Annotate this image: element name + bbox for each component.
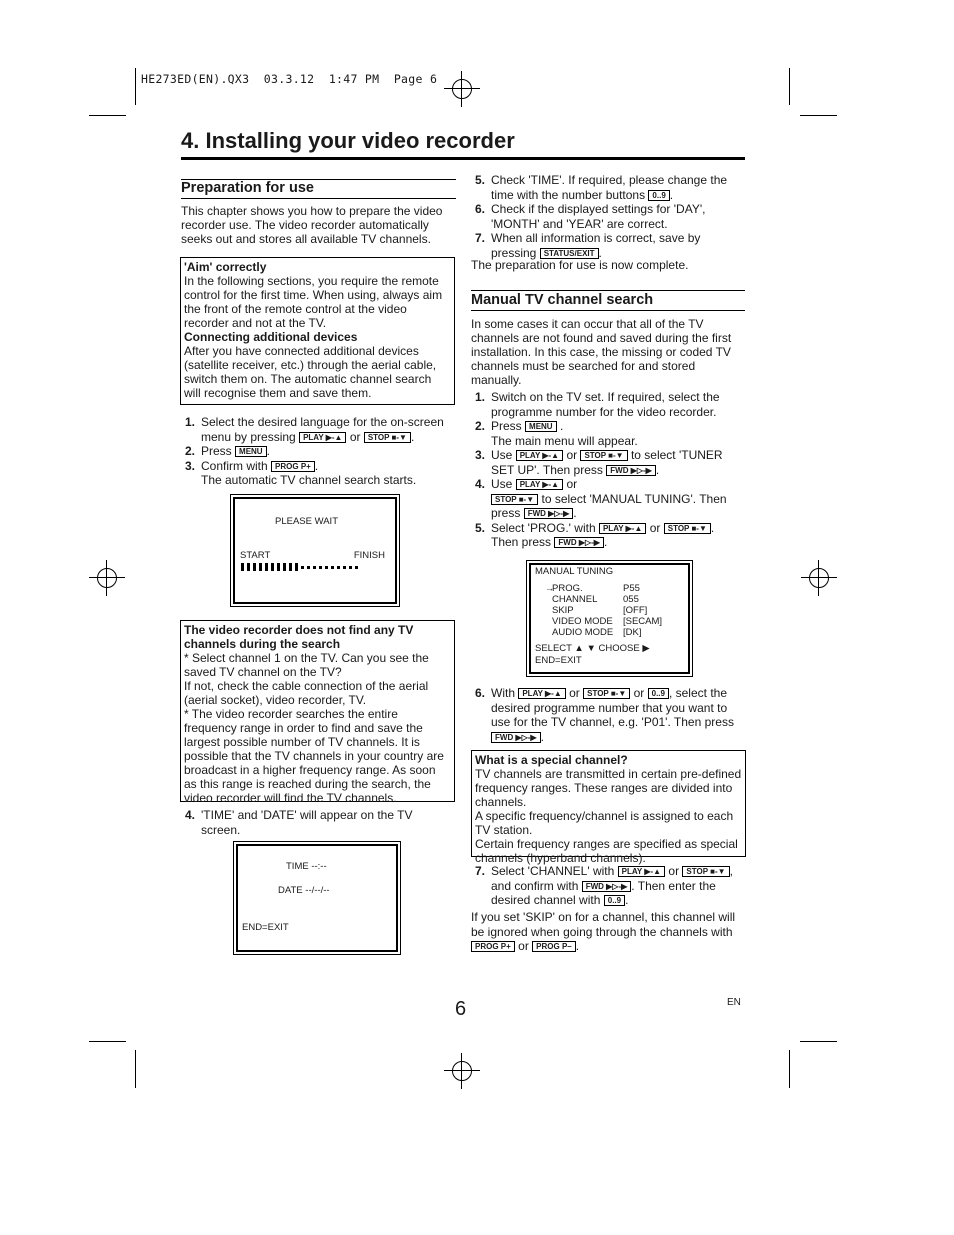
no-channels-text-2: If not, check the cable connection of the aerial (aerial socket), video recorder, TV. [184,679,429,707]
screen-end-exit: END=EXIT [535,655,582,666]
step-subtext: The automatic TV channel search starts. [201,473,417,487]
manual-step-1 [475,390,745,419]
menu-key: MENU [235,446,267,457]
step-1 [185,415,455,444]
progress-segment-filled [295,563,298,571]
time-label: TIME [286,861,309,872]
step-text: Switch on the TV set. If required, select the programme number for the video recorder. [491,390,720,419]
special-channel-heading: What is a special channel? [475,753,628,767]
or-text: or [569,686,580,700]
step-number: 6. [475,686,486,700]
special-channel-box [471,750,746,865]
steps-list [475,390,745,550]
punct: . [573,506,577,520]
stop-key: STOP ■-▼ [682,866,729,877]
step-number: 2. [185,444,196,458]
step-number: 7. [475,864,486,878]
or-text: or [649,520,661,535]
step-text: Check 'TIME'. If required, please change the time with the number buttons [491,173,728,202]
progress-segment-filled [289,563,292,571]
stop-key: STOP ■-▼ [580,450,627,461]
step-text: Then press [491,535,552,549]
menu-key: MENU [525,421,557,432]
manual-step-6 [475,686,745,744]
play-key: PLAY ▶-▲ [516,450,563,461]
registration-mark-icon [444,1053,480,1089]
crop-mark [800,115,837,116]
step-number: 4. [475,477,486,491]
step-number: 6. [475,202,486,216]
crop-mark [789,1050,790,1088]
or-text: or [633,686,645,700]
tuning-row-value: 055 [623,594,639,605]
step-6 [475,202,745,231]
registration-mark-icon [89,560,125,596]
screen-end-exit: END=EXIT [242,922,289,933]
tuning-row-value: [OFF] [623,605,648,616]
crop-mark [135,68,136,105]
tv-screen-please-wait [230,494,400,607]
progress-segment-empty [343,566,346,569]
section-rule [471,290,745,291]
skip-note-text: If you set 'SKIP' on for a channel, this channel will be ignored when going through the channels with [471,910,736,939]
language-code: EN [727,997,741,1008]
play-key: PLAY ▶-▲ [518,688,565,699]
screen-manual-tuning-title: MANUAL TUNING [535,566,614,577]
screen-select-choose: SELECT ▲ ▼ CHOOSE ▶ [535,643,650,654]
digits-key: 0..9 [604,895,625,906]
or-text: or [566,448,578,462]
or-text: or [518,939,529,953]
step-number: 4. [185,808,196,822]
punct: . [669,187,674,202]
step-2 [185,444,455,459]
step-number: 5. [475,173,486,187]
punct: . [559,419,564,433]
progress-segment-filled [283,563,286,571]
steps-list [185,415,455,488]
progress-segment-filled [253,563,256,571]
manual-step-2 [475,419,745,448]
section-heading-manual-search: Manual TV channel search [471,292,654,308]
or-text: or [668,864,680,878]
punct: . [540,729,544,744]
search-progress-bar [241,563,358,571]
fwd-key: FWD ▶▷-▶ [491,732,541,743]
or-text: or [349,429,361,444]
step-subtext: The main menu will appear. [491,433,638,448]
registration-mark-icon [444,71,480,107]
aim-heading: 'Aim' correctly [184,260,267,274]
progress-segment-empty [331,566,334,569]
step-number: 1. [185,415,196,429]
preparation-intro: This chapter shows you how to prepare the video recorder use. The video recorder automatically seeks out and stores all available TV channels. [181,204,443,246]
manual-step-7 [475,864,745,908]
tuning-row-value: [DK] [623,627,642,638]
no-channels-heading: The video recorder does not find any TV channels during the search [184,623,414,651]
tuning-row-value: [SECAM] [623,616,663,627]
page-number: 6 [455,998,467,1020]
step-text: to select 'MANUAL TUNING'. Then press [491,491,727,520]
connecting-text: After you have connected additional devices (satellite receiver, etc.) through the aerial cable, switch them on. The automatic channel search will recognise them and save them. [184,344,437,400]
progress-segment-empty [319,566,322,569]
step-text: Select 'PROG.' with [491,520,596,535]
stop-key: STOP ■-▼ [364,432,411,443]
step-text: , and confirm with [491,864,733,893]
progress-segment-filled [247,563,250,571]
progress-segment-filled [259,563,262,571]
progress-segment-filled [271,563,274,571]
play-key: PLAY ▶-▲ [599,523,646,534]
play-key: PLAY ▶-▲ [618,866,665,877]
progress-segment-empty [307,566,310,569]
page-title: 4. Installing your video recorder [181,128,515,153]
step-text: With [491,686,515,700]
stop-key: STOP ■-▼ [491,494,538,505]
step-4 [185,808,455,837]
step-text: When all information is correct, save by pressing [491,231,701,260]
steps-list [475,686,745,744]
digits-key: 0..9 [648,688,669,699]
steps-list [475,173,745,260]
screen-start-label: START [240,550,271,561]
progress-segment-filled [277,563,280,571]
manual-search-intro: In some cases it can occur that all of the TV channels are not found and saved during the first installation. In this case, the missing or coded TV channels must be searched for and stored manually. [471,317,732,387]
tuning-row-value: P55 [623,583,640,594]
special-channel-text-2: A specific frequency/channel is assigned to each TV station. [475,809,734,837]
digits-key: 0..9 [648,190,669,201]
play-key: PLAY ▶-▲ [299,432,346,443]
no-channels-box [180,620,455,805]
fwd-key: FWD ▶▷-▶ [606,465,656,476]
punct: . [575,939,580,953]
screen-date [278,885,330,896]
preparation-complete: The preparation for use is now complete. [471,258,689,272]
step-number: 3. [185,458,196,473]
progress-segment-filled [265,563,268,571]
stop-key: STOP ■-▼ [664,523,711,534]
manual-step-5 [475,521,745,550]
step-text: . Then enter the desired channel with [491,878,716,907]
connecting-heading: Connecting additional devices [184,330,358,344]
date-label: DATE [278,885,303,896]
crop-mark [89,115,126,116]
screen-time [286,861,327,872]
date-value: --/--/-- [305,885,330,896]
progress-segment-empty [355,566,358,569]
title-rule [181,157,745,160]
prog-plus-key: PROG P+ [271,461,315,472]
step-text: Use [491,477,513,491]
play-key: PLAY ▶-▲ [516,479,563,490]
punct: . [266,444,270,458]
progress-segment-empty [301,566,304,569]
tv-screen-manual-tuning [526,560,693,677]
punct: . [603,535,608,549]
tuning-row-label: AUDIO MODE [552,627,614,638]
steps-list [475,864,745,908]
section-rule [471,310,745,311]
prog-plus-key: PROG P+ [471,941,515,952]
aim-info-box [180,257,455,405]
punct: . [410,429,415,444]
crop-mark [789,68,790,105]
fwd-key: FWD ▶▷-▶ [582,881,632,892]
stop-key: STOP ■-▼ [583,688,630,699]
crop-mark [135,1050,136,1088]
step-number: 1. [475,390,486,404]
punct: . [655,462,660,477]
step-number: 7. [475,231,486,245]
progress-segment-empty [337,566,340,569]
fwd-key: FWD ▶▷-▶ [524,508,574,519]
prog-minus-key: PROG P– [532,941,576,952]
status-exit-key: STATUS/EXIT [540,248,599,259]
screen-please-wait: PLEASE WAIT [275,516,338,527]
step-text: Press [491,419,522,433]
no-channels-text-1: * Select channel 1 on the TV. Can you see the saved TV channel on the TV? [184,651,429,679]
screen-finish-label: FINISH [353,550,385,561]
special-channel-text-3: Certain frequency ranges are specified as special channels (hyperband channels). [475,837,738,865]
step-number: 3. [475,448,486,462]
progress-segment-filled [241,563,244,571]
step-5 [475,173,745,202]
section-rule [181,198,456,199]
manual-step-3 [475,448,745,477]
file-header: HE273ED(EN).QX3 03.3.12 1:47 PM Page 6 [141,72,438,86]
step-text: Select 'CHANNEL' with [491,864,615,878]
step-text: 'TIME' and 'DATE' will appear on the TV screen. [201,808,413,837]
step-number: 5. [475,520,486,535]
selection-arrow-icon: → [545,583,554,593]
step-text: Check if the displayed settings for 'DAY', 'MONTH' and 'YEAR' are correct. [491,202,706,231]
punct: . [710,520,715,535]
punct: . [314,458,319,473]
aim-text: In the following sections, you require the remote control for the first time. When using, always aim the front of the remote control at the video recorder and not at the TV. [184,274,443,330]
step-7 [475,231,745,260]
or-text: or [566,477,578,491]
tuning-row-label: PROG. [552,583,583,594]
time-value: --:-- [311,861,327,872]
progress-segment-empty [313,566,316,569]
tuning-row-label: SKIP [552,605,574,616]
step-text: to select 'TUNER SET UP'. Then press [491,448,723,477]
skip-note [471,910,746,954]
progress-segment-empty [349,566,352,569]
step-3 [185,459,455,488]
step-text: , select the desired programme number that you want to use for the TV channel, e.g. 'P01'. Then press [491,686,734,729]
manual-step-4 [475,477,745,521]
crop-mark [89,1041,126,1042]
special-channel-text-1: TV channels are transmitted in certain pre-defined frequency ranges. These ranges are divided into channels. [475,767,742,809]
step-number: 2. [475,419,486,433]
step-text: Select the desired language for the on-screen menu by pressing [201,415,444,444]
no-channels-text-3: * The video recorder searches the entire frequency range in order to find and save the largest possible number of TV channels. It is possible that the TV channels in your country are broadcast in a higher frequency range. As soon as this range is reached during the search, the video recorder will find the TV channels. [184,707,444,805]
registration-mark-icon [801,560,837,596]
tuning-row-label: VIDEO MODE [552,616,613,627]
punct: . [598,245,602,260]
step-text: Confirm with [201,458,268,473]
step-text: Use [491,448,513,462]
step-text: Press [201,444,232,458]
fwd-key: FWD ▶▷-▶ [554,537,604,548]
steps-list [185,808,455,837]
section-heading-preparation: Preparation for use [181,180,314,196]
punct: . [625,893,629,907]
crop-mark [800,1041,837,1042]
progress-segment-empty [325,566,328,569]
tv-screen-time-date [233,841,401,955]
tuning-row-label: CHANNEL [552,594,598,605]
